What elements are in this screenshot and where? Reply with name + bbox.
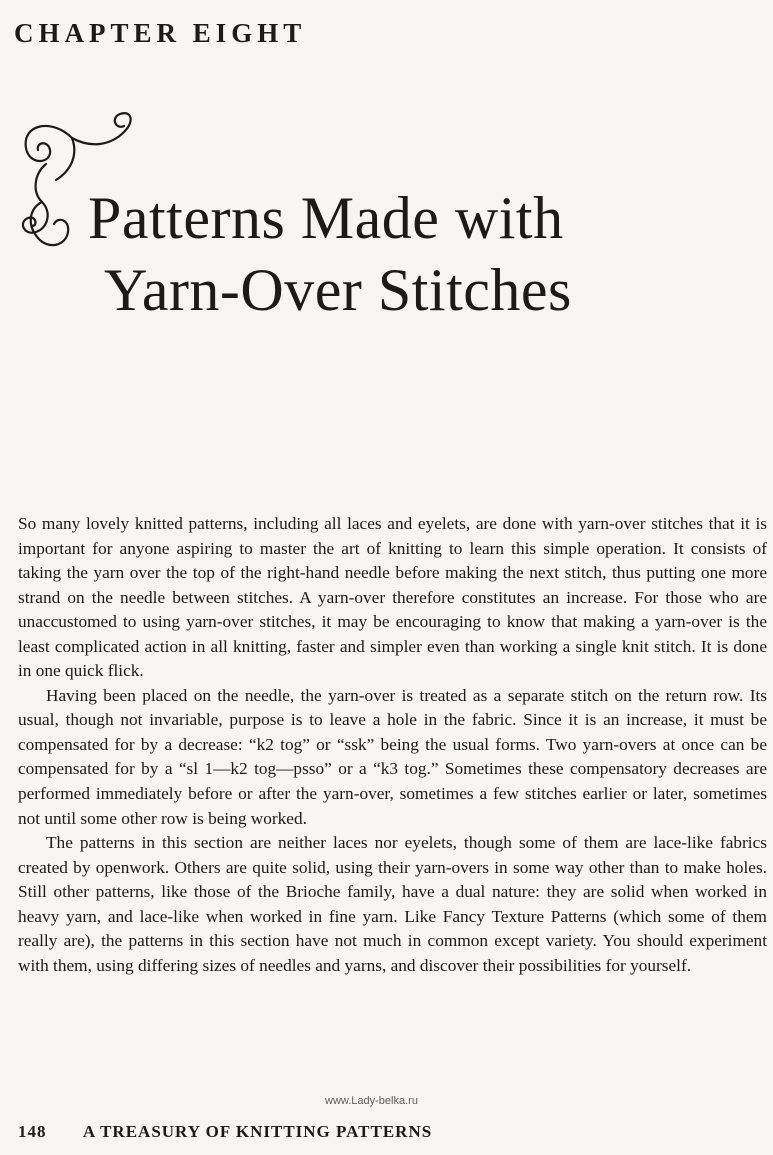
chapter-title <box>88 182 572 326</box>
watermark: www.Lady-belka.ru <box>325 1095 418 1107</box>
paragraph: So many lovely knitted patterns, including all laces and eyelets, are done with yarn-over stitches that it is important for anyone aspiring to master the art of knitting to learn this simple operation. It consists of taking the yarn over the top of the right-hand needle before making the next stitch, thus putting one more strand on the needle between stitches. A yarn-over therefore constitutes an increase. For those who are unaccustomed to using yarn-over stitches, it may be encouraging to know that making a yarn-over is the least complicated action in all knitting, faster and simpler even than working a single knit stitch. It is done in one quick flick. <box>18 514 767 681</box>
chapter-title-line-2: Yarn-Over Stitches <box>104 257 572 323</box>
page-footer <box>18 1122 432 1142</box>
body-text <box>18 512 767 978</box>
book-title: A TREASURY OF KNITTING PATTERNS <box>82 1122 433 1141</box>
page-number: 148 <box>18 1122 47 1141</box>
chapter-label: CHAPTER EIGHT <box>14 18 307 48</box>
chapter-title-line-1: Patterns Made with <box>88 185 564 251</box>
paragraph: The patterns in this section are neither laces nor eyelets, though some of them are lace-like fabrics created by openwork. Others are quite solid, using their yarn-overs in some way other than to make holes. Still other patterns, like those of the Brioche family, have a dual nature: they are solid when worked in heavy yarn, and lace-like when worked in fine yarn. Like Fancy Texture Patterns (which some of them really are), the patterns in this section have not much in common except variety. You should experiment with them, using differing sizes of needles and yarns, and discover their possibilities for yourself. <box>18 833 767 975</box>
paragraph: Having been placed on the needle, the yarn-over is treated as a separate stitch on the return row. Its usual, though not invariable, purpose is to leave a hole in the fabric. Since it is an increase, it must be compensated for by a decrease: “k2 tog” or “ssk” being the usual forms. Two yarn-overs at once can be compensated for by a “sl 1—k2 tog—psso” or a “k3 tog.” Sometimes these compensatory decreases are performed immediately before or after the yarn-over, sometimes a few stitches earlier or later, sometimes not until some other row is being worked. <box>18 685 767 828</box>
